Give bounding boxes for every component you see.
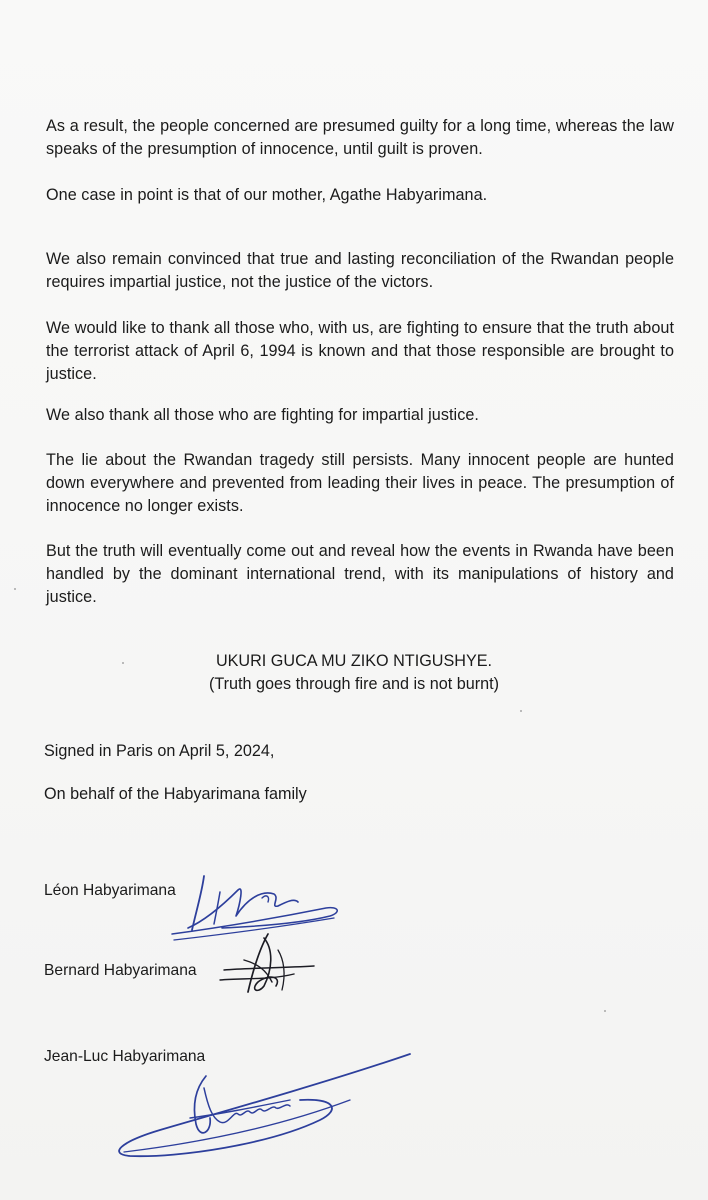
paper-speck	[122, 662, 124, 664]
signatory-name-jean-luc: Jean-Luc Habyarimana	[44, 1048, 206, 1065]
paragraph-impartial-justice: We also thank all those who are fighting for impartial justice.	[46, 406, 479, 424]
signed-place-date: Signed in Paris on April 5, 2024,	[44, 742, 275, 760]
signature-jean-luc	[100, 1048, 420, 1168]
paper-speck	[520, 710, 522, 712]
motto-translation: (Truth goes through fire and is not burnt)	[208, 675, 500, 693]
behalf-line: On behalf of the Habyarimana family	[44, 785, 307, 803]
signature-bernard	[214, 930, 324, 1000]
signatory-name-bernard: Bernard Habyarimana	[44, 962, 197, 979]
paragraph-reconciliation: We also remain convinced that true and lasting reconciliation of the Rwandan people requires impartial justice, not the justice of the victors.	[46, 250, 674, 291]
paragraph-truth: But the truth will eventually come out and reveal how the events in Rwanda have been handled by the dominant international trend, with its manipulations of history and justice.	[46, 542, 674, 606]
paper-speck	[14, 588, 16, 590]
signatory-name-leon: Léon Habyarimana	[44, 882, 176, 899]
paper-speck	[604, 1010, 606, 1012]
paragraph-presumption: As a result, the people concerned are presumed guilty for a long time, whereas the law speaks of the presumption of innocence, until guilt is proven.	[46, 117, 674, 158]
paragraph-mother: One case in point is that of our mother, Agathe Habyarimana.	[46, 186, 488, 204]
paragraph-thanks: We would like to thank all those who, with us, are fighting to ensure that the truth about the terrorist attack of April 6, 1994 is known and that those responsible are brought to justice.	[46, 319, 674, 383]
paragraph-tragedy: The lie about the Rwandan tragedy still persists. Many innocent people are hunted down everywhere and prevented from leading their lives in peace. The presumption of innocence no longer exists.	[46, 451, 674, 515]
motto-kinyarwanda: UKURI GUCA MU ZIKO NTIGUSHYE.	[215, 652, 493, 670]
